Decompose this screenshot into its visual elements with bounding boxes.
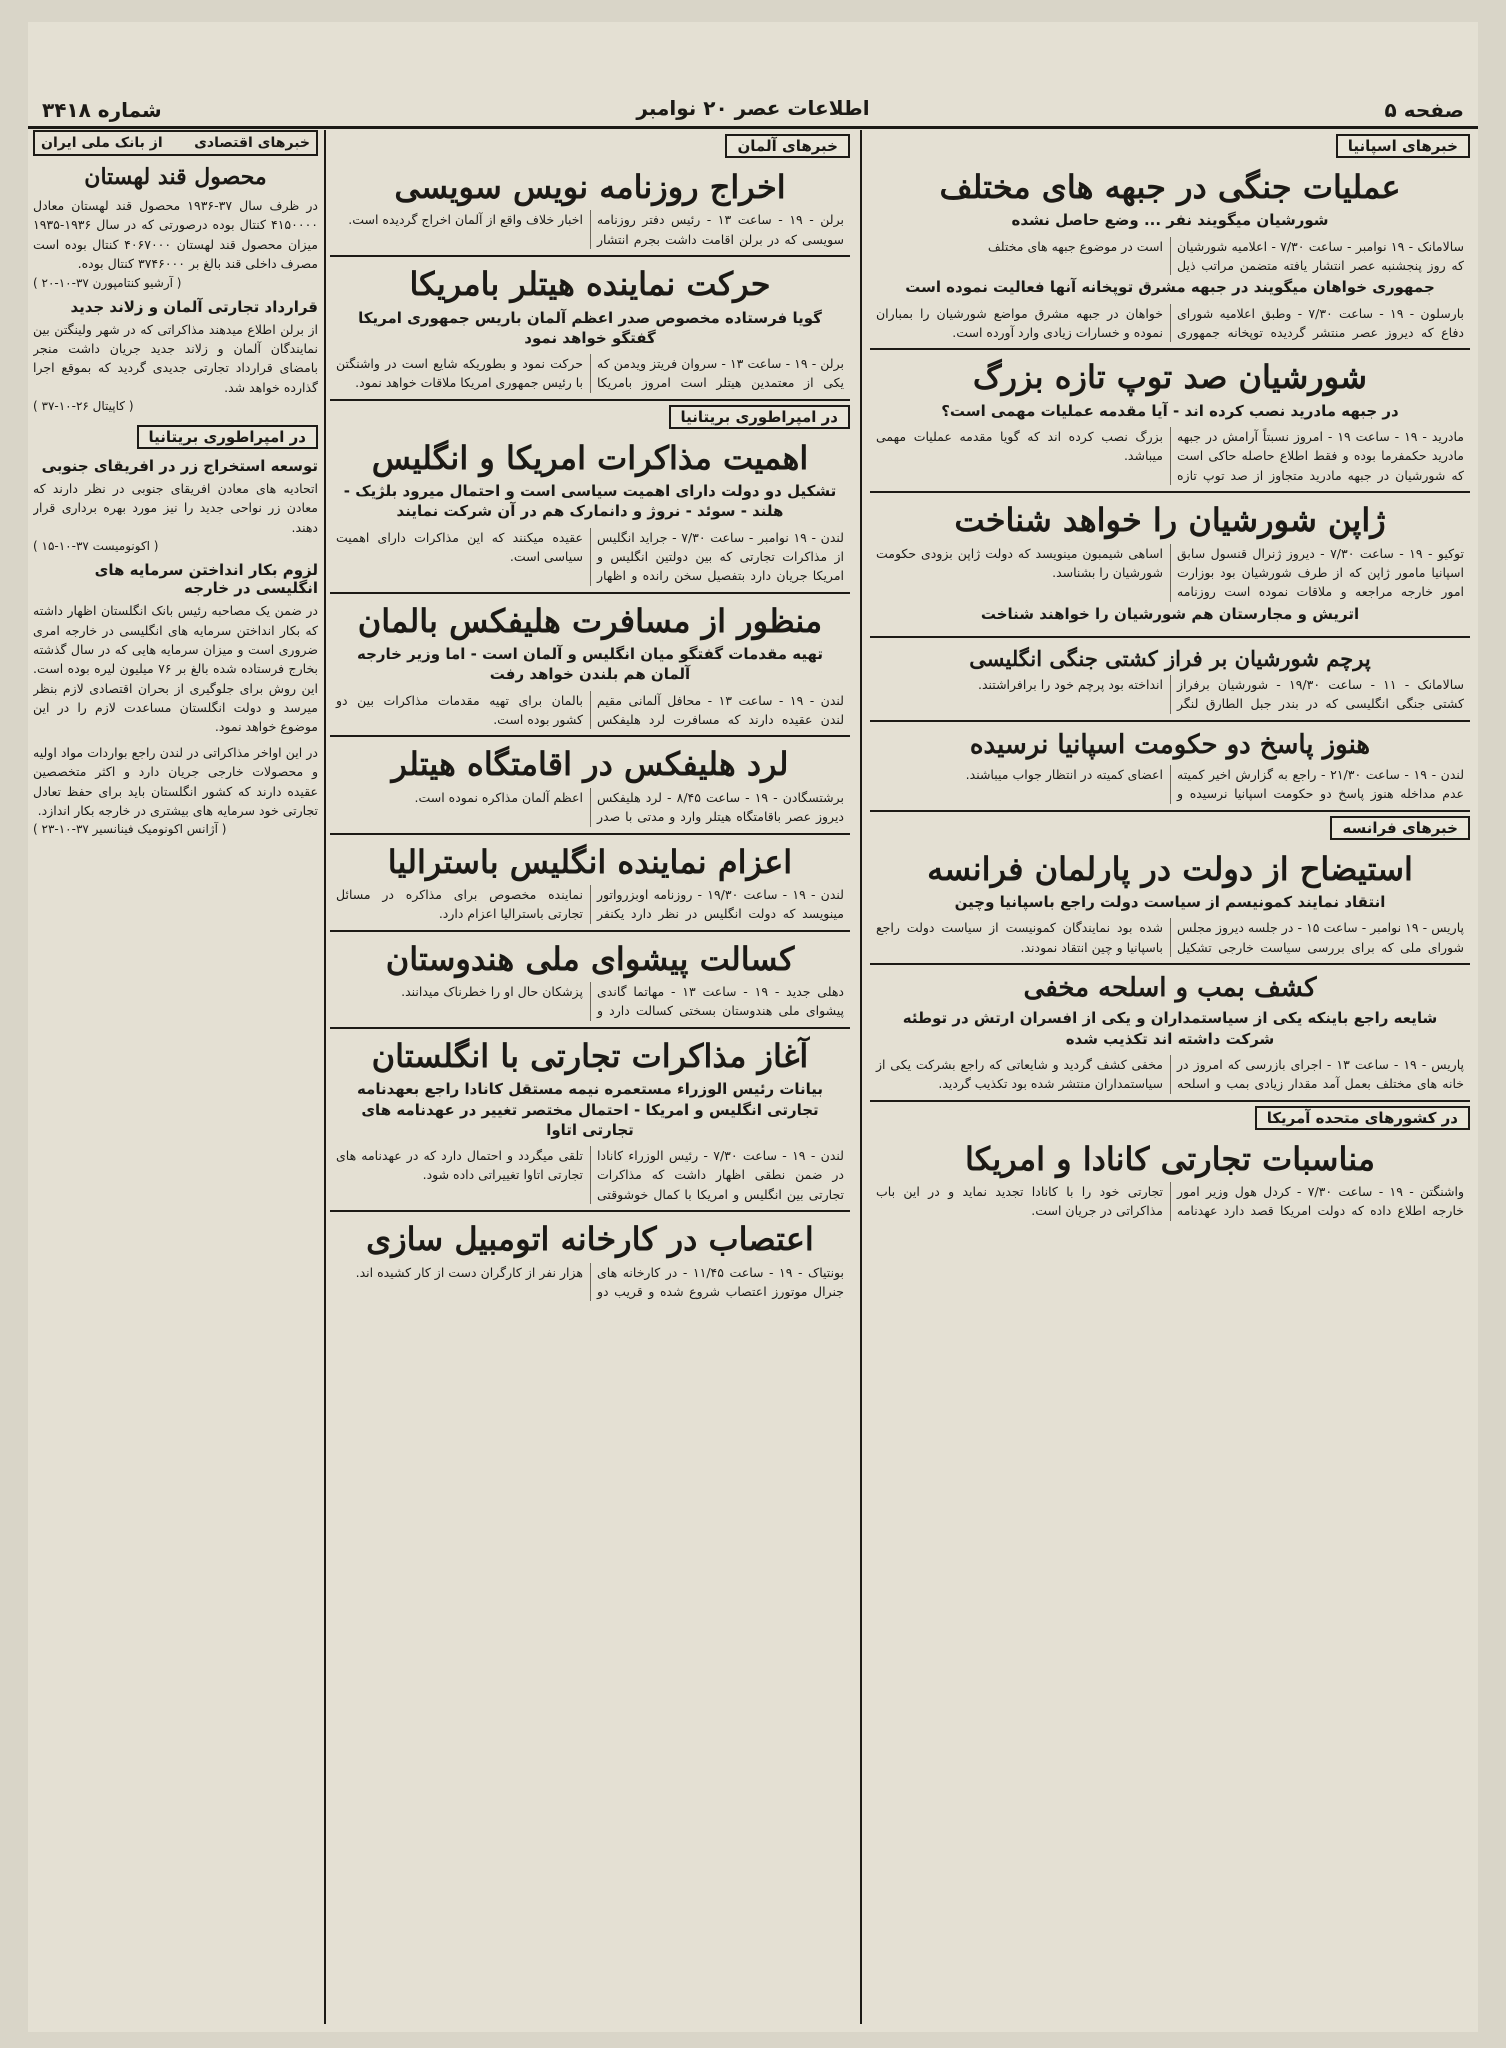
newspaper-page — [28, 22, 1478, 2032]
article-body: واشنگتن - ۱۹ - ساعت ۷/۳۰ - کردل هول وزیر امور خارجه اطلاع داده که دولت امریکا قصد دارد عهدنامه تجارتی خود را با کانادا تجدید نماید و در این باب مذاکراتی در جریان است. — [876, 1184, 1464, 1219]
masthead — [28, 82, 1478, 129]
article — [330, 932, 850, 1029]
source-citation: ( کاپیتال ۲۶-۱۰-۳۷ ) — [33, 399, 134, 413]
subheadline: گویا فرستاده مخصوص صدر اعظم آلمان باریس جمهوری امریکا گفتگو خواهد نمود — [358, 308, 822, 347]
article — [870, 160, 1470, 350]
headline: مناسبات تجارتی کانادا و امریکا — [964, 1139, 1376, 1178]
article-body: سالامانک - ۱۱ - ساعت ۱۹/۳۰ - شورشیان برفراز کشتی جنگی انگلیسی که در بندر جبل الطارق لنگر انداخته بود پرچم خود را برافراشتند. — [978, 677, 1465, 712]
article-body: توکیو - ۱۹ - ساعت ۷/۳۰ - دیروز ژنرال قنسول سابق اسپانیا مامور ژاپن که از طرف شورشیان بود بوزارت امور خارجه مراجعه و ملاقات نموده است روزنامه اساهی شیمبون مینویسد که دولت ژاپن بزودی حکومت شورشیان را بشناسد. — [876, 545, 1464, 600]
section-label: خبرهای آلمان — [725, 134, 850, 158]
page-number: صفحه ۵ — [1384, 98, 1464, 122]
article-body: برلن - ۱۹ - ساعت ۱۳ - رئیس دفتر روزنامه سویسی که در برلن اقامت داشت بجرم انتشار اخبار خلاف واقع از آلمان اخراج گردیده است. — [348, 212, 844, 247]
headline: اهمیت مذاکرات امریکا و انگلیس — [371, 438, 809, 477]
article — [870, 350, 1470, 493]
article — [870, 722, 1470, 812]
subheadline: بیانات رئیس الوزراء مستعمره نیمه مستقل کانادا راجع بعهدنامه تجارتی انگلیس و امریکا - احتمال مختصر تغییر در عهدنامه های تجارتی اتاوا — [356, 1080, 824, 1139]
section-label: خبرهای اسپانیا — [1336, 134, 1470, 158]
headline: آغاز مذاکرات تجارتی با انگلستان — [371, 1036, 809, 1075]
article-body: در ظرف سال ۳۷-۱۹۳۶ محصول قند لهستان معادل ۴۱۵۰۰۰۰ کنتال بوده درصورتی که در سال ۱۹۳۶-۱۹۳۵ میزان محصول قند لهستان ۴۰۶۷۰۰۰ کنتال بوده است مصرف داخلی قند بالغ بر ۳۷۴۶۰۰۰ کنتال بوده. — [33, 198, 318, 272]
subheadline: تهیه مقدمات گفتگو میان انگلیس و آلمان است - اما وزیر خارجه آلمان هم بلندن خواهد رفت — [356, 645, 824, 684]
headline: اعتصاب در کارخانه اتومبیل سازی — [366, 1220, 814, 1259]
article — [870, 638, 1470, 722]
middle-column — [330, 130, 850, 2024]
source-citation: ( آرشیو کنتامپورن ۳۷-۱۰-۲۰ ) — [33, 275, 182, 290]
article — [330, 1212, 850, 1307]
source-citation: ( آژانس اکونومیک فینانسیر ۳۷-۱۰-۲۳ ) — [33, 822, 227, 837]
headline: منظور از مسافرت هلیفکس بالمان — [357, 601, 823, 640]
subheadline: در جبهه مادرید نصب کرده اند - آیا مقدمه عملیات مهمی است؟ — [941, 401, 1399, 420]
headline: قرارداد تجارتی آلمان و زلاند جدید — [70, 297, 318, 316]
headline: توسعه استخراج زر در افریقای جنوبی — [41, 457, 318, 475]
article-body: لندن - ۱۹ - ساعت ۲۱/۳۰ - راجع به گزارش اخیر کمیته عدم مداخله هنوز پاسخ دو حکومت اسپانیا نرسیده و اعضای کمیته در انتظار جواب میباشند. — [965, 767, 1465, 802]
headline: استیضاح از دولت در پارلمان فرانسه — [927, 849, 1413, 888]
article — [870, 493, 1470, 638]
section-source: از بانک ملی ایران — [41, 135, 163, 151]
article — [870, 965, 1470, 1101]
headline: کشف بمب و اسلحه مخفی — [1023, 973, 1317, 1004]
article-body: اتحادیه های معادن افریقای جنوبی در نظر دارند که معادن زر نواحی جدید را نیز مورد بهره برداری قرار دهند. — [33, 481, 318, 535]
headline: لرد هلیفکس در اقامتگاه هیتلر — [391, 745, 789, 784]
subheadline: شایعه راجع باینکه یکی از سیاستمداران و یکی از افسران ارتش در توطئه شرکت داشته اند تکذیب شده — [902, 1009, 1438, 1048]
headline: لزوم بکار انداختن سرمایه های انگلیسی در خارجه — [94, 561, 318, 598]
section-label: خبرهای اقتصادی — [194, 135, 310, 151]
article-body: بونتیاک - ۱۹ - ساعت ۱۱/۴۵ - در کارخانه های جنرال موتورز اعتصاب شروع شده و قریب دو هزار نفر از کارگران دست از کار کشیده اند. — [355, 1264, 844, 1299]
column-divider — [324, 130, 326, 2024]
subheadline: شورشیان میگویند نفر ... وضع حاصل نشده — [1011, 211, 1329, 230]
source-citation: ( اکونومیست ۳۷-۱۰-۱۵ ) — [33, 539, 159, 554]
subheadline: اتریش و مجارستان هم شورشیان را خواهند شناخت — [980, 604, 1360, 623]
article — [330, 737, 850, 834]
article — [330, 594, 850, 738]
subheadline: انتقاد نمایند کمونیسم از سیاست دولت راجع باسپانیا وچین — [954, 893, 1386, 912]
article — [870, 842, 1470, 965]
section-label: خبرهای فرانسه — [1330, 816, 1470, 840]
headline: اخراج روزنامه نویس سویسی — [394, 168, 786, 206]
article-body: پاریس - ۱۹ - ساعت ۱۳ - اجرای بازرسی که امروز در خانه های مختلف بعمل آمد مقدار زیادی بمب و اسلحه مخفی کشف گردید و شایعاتی که راجع بشرکت یکی از سیاستمداران منتشر شده بود تکذیب گردید. — [876, 1056, 1464, 1092]
right-column — [870, 130, 1470, 2024]
article — [870, 1132, 1470, 1227]
article-body: لندن - ۱۹ - ساعت ۱۳ - محافل آلمانی مقیم لندن عقیده دارند که مسافرت لرد هلیفکس بالمان برای تهیه مقدمات مذاکرات بین دو کشور بوده است. — [336, 692, 844, 728]
article-body: مادرید - ۱۹ - ساعت ۱۹ - امروز نسبتاً آرامش در جبهه مادرید حکمفرما بوده و فقط اطلاع حاصله حاکی است که شورشیان در جبهه مادرید متجاوز از صد توپ تازه بزرگ نصب کرده اند که گویا مقدمه عملیات مهمی میباشد. — [876, 429, 1464, 483]
article-body: لندن - ۱۹ نوامبر - ساعت ۷/۳۰ - جراید انگلیس از مذاکرات تجارتی که بین دولتین انگلیس و امریکا جریان دارد بتفصیل سخن رانده و اظهار عقیده میکنند که این مذاکرات دارای اهمیت سیاسی است. — [336, 529, 844, 584]
left-column — [33, 130, 318, 2024]
newspaper-title-date: اطلاعات عصر ۲۰ نوامبر — [636, 96, 870, 120]
headline: شورشیان صد توپ تازه بزرگ — [972, 358, 1368, 397]
headline: کسالت پیشوای ملی هندوستان — [385, 939, 795, 978]
article-body: پاریس - ۱۹ نوامبر - ساعت ۱۵ - در جلسه دیروز مجلس شورای ملی که برای بررسی سیاست خارجی تشکیل شده بود نمایندگان کمونیست از سیاست دولت راجع باسپانیا و چین انتقاد نمودند. — [876, 920, 1464, 955]
article — [330, 431, 850, 594]
article — [330, 257, 850, 401]
headline: پرچم شورشیان بر فراز کشتی جنگی انگلیسی — [969, 645, 1371, 671]
article-body: برشتسگادن - ۱۹ - ساعت ۸/۴۵ - لرد هلیفکس دیروز عصر باقامتگاه هیتلر وارد و مدتی با صدر اعظم آلمان مذاکره نموده است. — [414, 789, 844, 825]
article-body: دهلی جدید - ۱۹ - ساعت ۱۳ - مهاتما گاندی پیشوای ملی هندوستان بسختی کسالت دارد و پزشکان حال او را خطرناک میدانند. — [401, 984, 845, 1019]
article-body: در ضمن یک مصاحبه رئیس بانک انگلستان اظهار داشته که بکار انداختن سرمایه های انگلیسی در خارجه امری ضروری است و میزان سرمایه هایی که در سال گذشته بخارج فرستاده شده بالغ بر ۷۶ میلیون لیره بوده است. این روش برای جلوگیری از بحران اقتصادی لازم بنظر میرسد و دولت انگلستان مساعدت لازم را در این موضوع خواهد نمود. — [33, 603, 318, 735]
article-body: لندن - ۱۹ - ساعت ۱۹/۳۰ - روزنامه اوبزرواتور مینویسد که دولت انگلیس در نظر دارد یکنفر نماینده مخصوص برای مذاکره در مسائل تجارتی باسترالیا اعزام دارد. — [336, 886, 844, 922]
article-body: از برلن اطلاع میدهند مذاکراتی که در شهر ولینگتن بین نمایندگان آلمان و زلاند جدید جریان داشت منجر بامضای قرارداد تجارتی جدیدی گردید که بموقع اجرا گذارده خواهد شد. — [33, 321, 318, 395]
article-body: در این اواخر مذاکراتی در لندن راجع بواردات مواد اولیه و محصولات خارجی جریان دارد و اکثر متخصصین عقیده دارند که کشور انگلستان باید برای حفظ تعادل تجارتی خود سرمایه های بیشتری در خارجه بکار اندازد. — [33, 744, 318, 818]
section-label: در امپراطوری بریتانیا — [669, 405, 850, 429]
subheadline: جمهوری خواهان میگویند در جبهه مشرق توپخانه آنها فعالیت نموده است — [905, 278, 1435, 297]
article-body: سالامانک - ۱۹ نوامبر - ساعت ۷/۳۰ - اعلامیه شورشیان که روز پنجشنبه عصر انتشار یافته متضمن مراتب ذیل است در موضوع جبهه های مختلف — [987, 238, 1464, 274]
headline: ژاپن شورشیان را خواهد شناخت — [954, 501, 1386, 540]
article-body: بارسلون - ۱۹ - ساعت ۷/۳۰ - وطبق اعلامیه شورای دفاع که دیروز عصر منتشر گردیده توپخانه جمهوری خواهان در جبهه مشرق مواضع شورشیان را بمباران نموده و خسارات زیادی وارد آورده است. — [876, 305, 1465, 341]
section-box — [33, 130, 318, 156]
article-body: برلن - ۱۹ - ساعت ۱۳ - سروان فریتز ویدمن که یکی از معتمدین هیتلر است امروز بامریکا حرکت نمود و بطوریکه شایع است در واشنگتن با رئیس جمهوری امریکا ملاقات خواهد نمود. — [336, 356, 844, 391]
headline: هنوز پاسخ دو حکومت اسپانیا نرسیده — [969, 729, 1371, 760]
column-divider — [860, 130, 862, 2024]
section-label: در امپراطوری بریتانیا — [137, 425, 318, 449]
section-label: در کشورهای متحده آمریکا — [1255, 1106, 1470, 1130]
headline: حرکت نماینده هیتلر بامریکا — [409, 265, 771, 304]
article — [330, 160, 850, 257]
issue-number: شماره ۳۴۱۸ — [42, 98, 162, 122]
article-body: لندن - ۱۹ - ساعت ۷/۳۰ - رئیس الوزراء کانادا در ضمن نطقی اظهار داشت که مذاکرات تجارتی بین انگلیس و امریکا با کمال خوشوقتی تلقی میگردد و احتمال دارد که در عهدنامه های تجارتی اتاوا تغییراتی داده شود. — [336, 1148, 844, 1202]
article — [330, 1029, 850, 1212]
subheadline: تشکیل دو دولت دارای اهمیت سیاسی است و احتمال میرود بلژیک - هلند - سوئد - نروژ و دانمارک هم در آن شرکت نمایند — [343, 482, 837, 521]
headline: عملیات جنگی در جبهه های مختلف — [939, 168, 1401, 206]
headline: اعزام نماینده انگلیس باسترالیا — [387, 842, 793, 881]
article — [330, 835, 850, 932]
headline: محصول قند لهستان — [84, 164, 267, 190]
